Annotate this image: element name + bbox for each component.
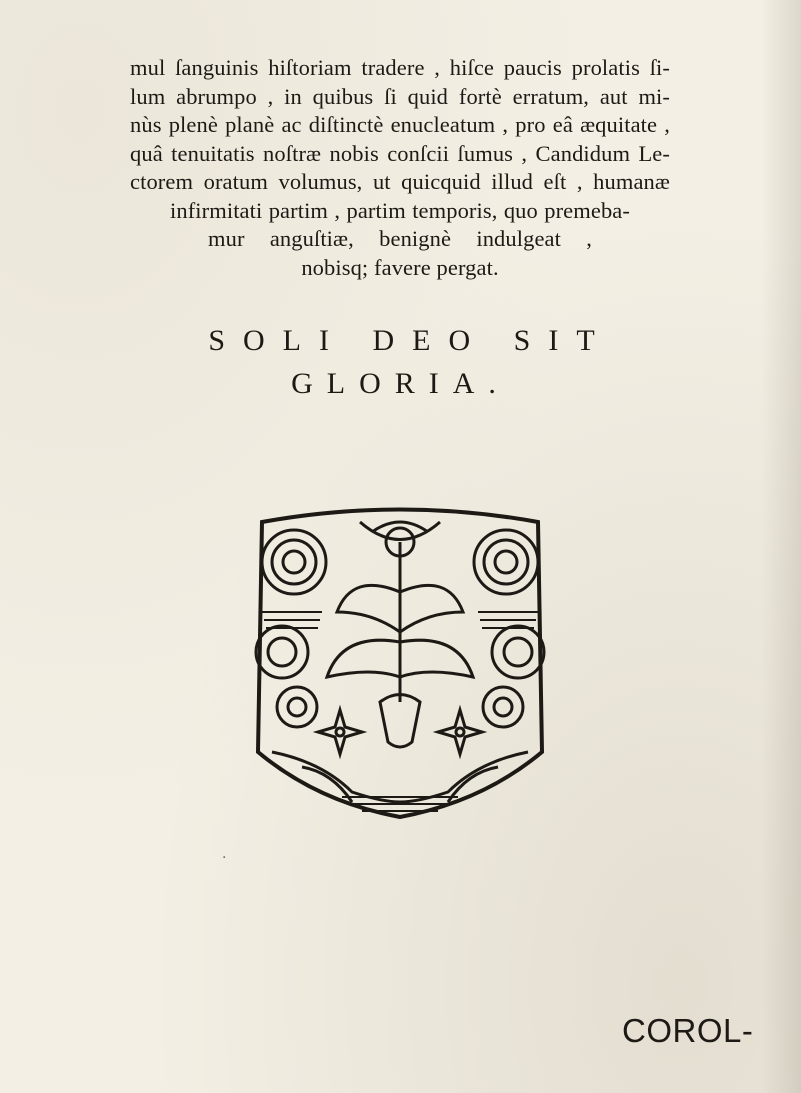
- text-line: lum abrumpo , in quibus ſi quid fortè erratum, aut mi-: [130, 83, 670, 109]
- text-line: infirmitati partim , partim temporis, quo premeba-: [170, 197, 630, 223]
- page-edge-shadow: [761, 0, 801, 1093]
- floral-tailpiece-ornament-icon: [242, 502, 558, 832]
- closing-heading-line1: SOLI DEO SIT: [208, 324, 613, 357]
- closing-heading-line2: GLORIA.: [291, 367, 510, 400]
- text-line: nobisq; favere pergat.: [301, 254, 499, 280]
- page-smudge: ·: [222, 850, 227, 866]
- catchword: COROL-: [622, 1012, 754, 1049]
- text-line: mur anguſtiæ, benignè indulgeat ,: [208, 226, 592, 251]
- text-line: ctorem oratum volumus, ut quicquid illud eſt , humanæ: [130, 169, 670, 194]
- text-line: nùs plenè planè ac diſtinctè enucleatum , pro eâ æquitate ,: [130, 112, 670, 137]
- text-line: mul ſanguinis hiſtoriam tradere , hiſce paucis prolatis ſi-: [130, 55, 670, 80]
- body-paragraph: [130, 54, 670, 282]
- text-line: quâ tenuitatis noſtræ nobis conſcii ſumus , Candidum Le-: [130, 140, 670, 166]
